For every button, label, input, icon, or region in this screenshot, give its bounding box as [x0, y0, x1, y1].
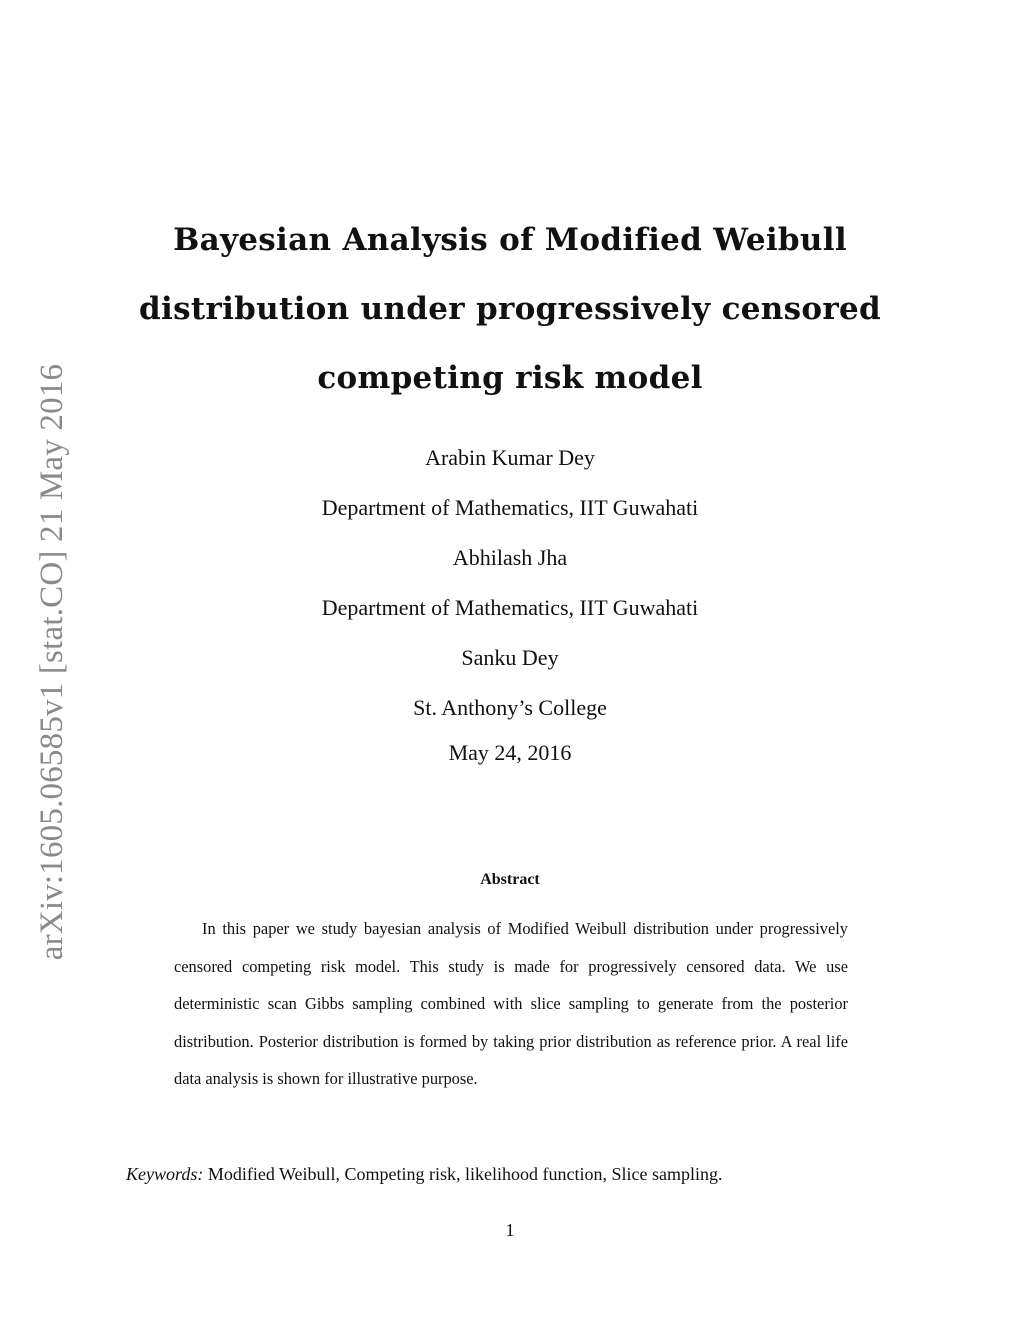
arxiv-identifier-stamp: arXiv:1605.06585v1 [stat.CO] 21 May 2016 — [34, 363, 70, 961]
abstract-heading: Abstract — [480, 871, 540, 888]
author-name: Sanku Dey — [461, 645, 559, 670]
title-line-1: Bayesian Analysis of Modified Weibull — [173, 222, 847, 258]
title-line-2: distribution under progressively censored — [139, 291, 881, 327]
author-affiliation: St. Anthony’s College — [413, 695, 607, 720]
author-affiliation: Department of Mathematics, IIT Guwahati — [321, 495, 699, 520]
author-affiliation: Department of Mathematics, IIT Guwahati — [321, 595, 699, 620]
keywords-text: Modified Weibull, Competing risk, likelihood function, Slice sampling. — [207, 1164, 723, 1184]
paper-date: May 24, 2016 — [448, 740, 572, 765]
author-name: Abhilash Jha — [452, 545, 568, 570]
title-line-3: competing risk model — [317, 360, 703, 396]
author-name: Arabin Kumar Dey — [425, 445, 595, 470]
keywords — [126, 1160, 906, 1188]
page-number: 1 — [505, 1220, 515, 1240]
keywords-label: Keywords: — [126, 1164, 204, 1184]
paper-title — [110, 206, 910, 413]
author-list — [110, 433, 910, 733]
abstract-text: In this paper we study bayesian analysis of Modified Weibull distribution under progressively censored competing risk model. This study is made for progressively censored data. We use deterministic scan Gibbs sampling combined with slice sampling to generate from the posterior distribution. Posterior distribution is formed by taking prior distribution as reference prior. A real life data analysis is shown for illustrative purpose. — [174, 919, 848, 1089]
